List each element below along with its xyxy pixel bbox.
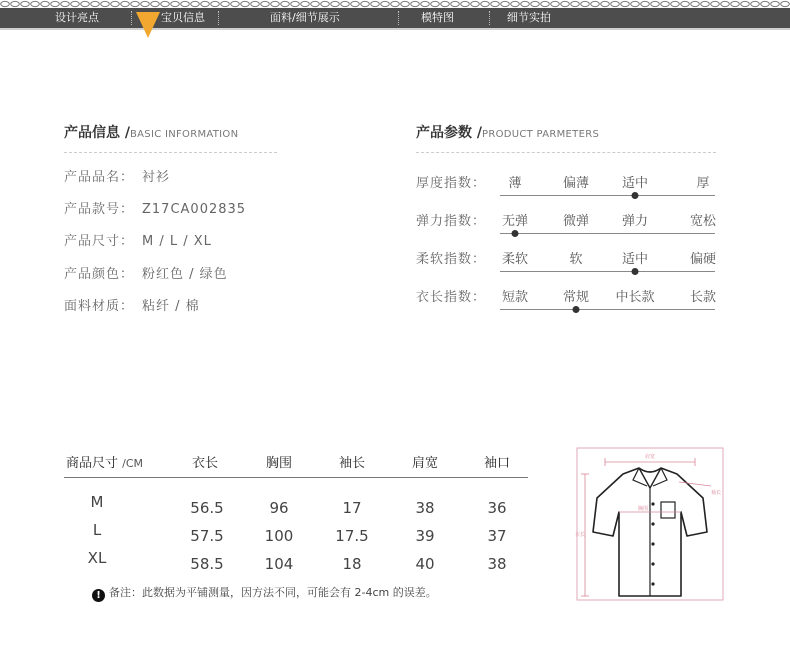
- param-option: 适中: [621, 252, 649, 267]
- info-row-style-number: [64, 198, 246, 217]
- divider: [64, 152, 277, 153]
- decorative-chain-border: [0, 0, 790, 8]
- nav-item-fabric[interactable]: 面料/细节展示: [270, 11, 340, 24]
- parameters-title-en: PRODUCT PARMETERS: [482, 129, 600, 140]
- size-cell-value: 56.5: [190, 499, 224, 517]
- size-cell-value: 36: [487, 499, 507, 517]
- nav-item-model[interactable]: 模特图: [421, 11, 454, 24]
- param-option: 无弹: [501, 214, 529, 229]
- info-value: 粉红色 / 绿色: [142, 267, 228, 282]
- param-option: 长款: [689, 290, 717, 305]
- param-option: 中长款: [615, 290, 655, 305]
- info-label: 产品品名：: [64, 170, 135, 185]
- info-label: 面料材质：: [64, 299, 135, 314]
- size-col-length: 衣长: [191, 456, 219, 471]
- size-cell-value: 38: [487, 555, 507, 573]
- size-col-sleeve: 袖长: [338, 456, 366, 471]
- param-option: 偏硬: [689, 252, 717, 267]
- nav-item-product-info[interactable]: 宝贝信息: [161, 11, 205, 24]
- info-label: 产品颜色：: [64, 267, 135, 282]
- measurement-note: [92, 584, 437, 602]
- info-row-color: [64, 263, 228, 282]
- size-cell-value: 100: [264, 527, 294, 545]
- nav-separator: [218, 11, 219, 25]
- length-label: 衣长: [575, 532, 586, 538]
- size-cell-value: 96: [269, 499, 289, 517]
- divider: [416, 152, 716, 153]
- nav-separator: [131, 11, 132, 25]
- info-value: Z17CA002835: [142, 202, 247, 217]
- info-value: 衬衫: [142, 170, 171, 185]
- param-selected-dot: [632, 192, 639, 199]
- param-label: 柔软指数：: [416, 252, 487, 267]
- nav-underline: [0, 28, 790, 30]
- param-label: 弹力指数：: [416, 214, 487, 229]
- nav-separator: [489, 11, 490, 25]
- warning-icon: !: [92, 589, 105, 602]
- param-scale-line: [500, 233, 715, 234]
- nav-separator: [398, 11, 399, 25]
- param-scale-line: [500, 195, 715, 196]
- basic-info-title-zh: 产品信息 /: [64, 125, 130, 141]
- sleeve-label: 袖长: [710, 490, 722, 496]
- shirt-measurement-diagram: [575, 446, 725, 602]
- param-option: 偏薄: [562, 176, 590, 191]
- size-cell-value: 18: [342, 555, 362, 573]
- size-cell-size: M: [90, 493, 104, 511]
- info-row-name: [64, 166, 170, 185]
- button: [651, 522, 654, 525]
- chest-label: 胸围: [637, 506, 649, 512]
- info-label: 产品尺寸：: [64, 234, 135, 249]
- param-scale-line: [500, 271, 715, 272]
- size-col-cuff: 袖口: [483, 456, 511, 471]
- size-cell-value: 40: [415, 555, 435, 573]
- section-nav-bar: [0, 8, 790, 28]
- size-cell-value: 57.5: [190, 527, 224, 545]
- size-col-chest: 胸围: [265, 456, 293, 471]
- size-cell-value: 17: [342, 499, 362, 517]
- size-cell-size: XL: [87, 549, 107, 567]
- param-option: 常规: [562, 290, 590, 305]
- param-label: 厚度指数：: [416, 176, 487, 191]
- param-option: 柔软: [501, 252, 529, 267]
- size-cell-value: 38: [415, 499, 435, 517]
- info-value: M / L / XL: [142, 234, 212, 249]
- info-row-material: [64, 295, 200, 314]
- info-label: 产品款号：: [64, 202, 135, 217]
- basic-info-title: [64, 122, 238, 142]
- parameters-title-zh: 产品参数 /: [416, 125, 482, 141]
- nav-item-design[interactable]: 设计亮点: [55, 11, 99, 24]
- size-table-header-label: [66, 452, 143, 471]
- param-option: 适中: [621, 176, 649, 191]
- info-row-size: [64, 230, 212, 249]
- param-selected-dot: [512, 230, 519, 237]
- size-cell-size: L: [92, 521, 102, 539]
- param-option: 宽松: [689, 214, 717, 229]
- param-selected-dot: [573, 306, 580, 313]
- size-table-rule: [64, 477, 528, 478]
- button: [651, 562, 654, 565]
- button: [651, 582, 654, 585]
- param-selected-dot: [632, 268, 639, 275]
- size-cell-value: 37: [487, 527, 507, 545]
- param-option: 厚: [696, 176, 710, 191]
- size-cell-value: 104: [264, 555, 294, 573]
- param-label: 衣长指数：: [416, 290, 487, 305]
- basic-info-title-en: BASIC INFORMATION: [130, 129, 239, 140]
- active-nav-indicator-icon: [136, 12, 160, 38]
- param-option: 软: [569, 252, 583, 267]
- size-header-text: 商品尺寸: [66, 456, 119, 471]
- button: [651, 502, 654, 505]
- size-cell-value: 17.5: [335, 527, 369, 545]
- nav-item-details[interactable]: 细节实拍: [507, 11, 551, 24]
- parameters-title: [416, 122, 599, 142]
- size-unit: /CM: [122, 457, 144, 470]
- param-option: 短款: [501, 290, 529, 305]
- size-cell-value: 58.5: [190, 555, 224, 573]
- param-option: 微弹: [562, 214, 590, 229]
- shoulder-label: 肩宽: [644, 454, 656, 460]
- button: [651, 542, 654, 545]
- size-col-shoulder: 肩宽: [411, 456, 439, 471]
- param-option: 弹力: [621, 214, 649, 229]
- info-value: 粘纤 / 棉: [142, 299, 200, 314]
- param-scale-line: [500, 309, 715, 310]
- param-option: 薄: [508, 176, 522, 191]
- note-text: 备注：此数据为平铺测量，因方法不同，可能会有 2-4cm 的误差。: [109, 586, 437, 599]
- size-cell-value: 39: [415, 527, 435, 545]
